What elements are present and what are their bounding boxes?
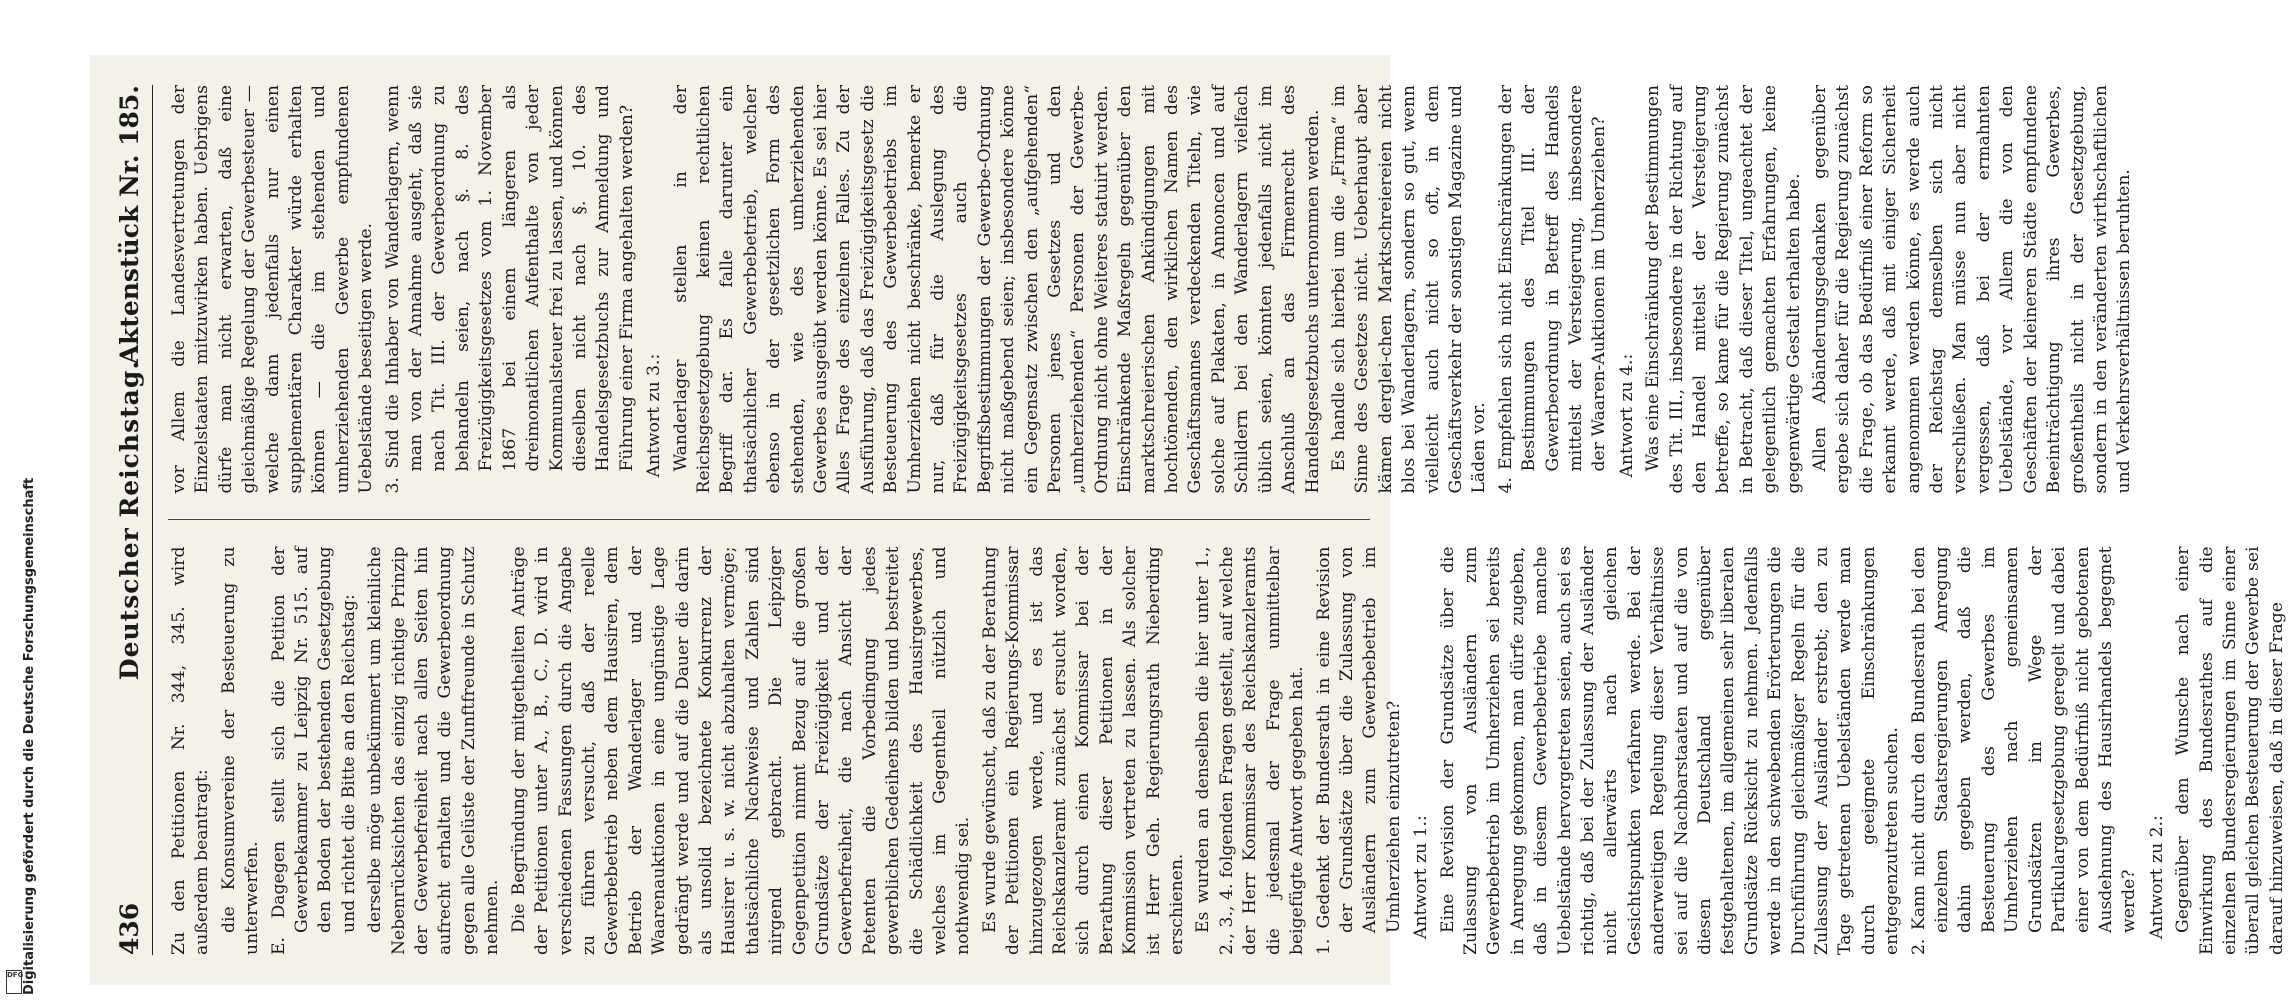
paragraph: Was eine Einschränkung der Bestimmungen des Tit. III., insbesondere in der Richtung auf den Handel mittelst der Versteigerung betreffe, so kame für die Regierung zunächst in Betracht, daß dieser Titel, ungeachtet der gelegentlich gemachten Erfahrungen, keine gegenwärtige Gestalt erhalten habe. (1643, 85, 1804, 494)
answer-heading: Antwort zu 2.: (2146, 815, 2167, 939)
text-columns (168, 85, 2287, 955)
answer-heading: Antwort zu 4.: (1616, 353, 1637, 478)
paragraph: Wanderlager stellen in der Reichsgesetzgebung keinen rechtlichen Begriff dar. Es falle darunter ein thatsächlicher Gewerbebetrieb, welcher ebenso in der gesetzlichen Form des stehenden, wie des umherziehenden Gewerbes ausgeübt werden könne. Es sei hier Alles Frage des einzelnen Falles. Zu der Ausführung, daß das Freizügigkeitsgesetz die Besteuerung des Gewerbebetriebs im Umherziehen nicht beschränke, bemerke er nur, daß für die Auslegung des Freizügigkeitsgesetzes auch die Begriffsbestimmungen der Gewerbe-Ordnung nicht maßgebend seien; insbesondere könne ein Gegensatz zwischen den „aufgehenden“ Personen jenes Gesetzes und den „umherziehenden“ Personen der Gewerbe-Ordnung nicht ohne Weiteres statuirt werden. Einschränkende Maßregeln gegenüber den marktschreierischen Ankündigungen mit hochtönenden, den wirklichen Namen des Geschäftsmannes verdeckenden Titeln, wie solche auf Plakaten, in Annoncen und auf Schildern bei den Wanderlagern vielfach üblich seien, könnten jedenfalls nicht im Anschluß an das Firmenrecht des Handelsgesetzbuchs unternommen werden. (670, 85, 1323, 494)
scanned-page (90, 55, 2287, 985)
paragraph: Es wurde gewünscht, daß zu der Berathung der Petitionen ein Regierungs-Kommissar hinzugezogen werde, und es ist das Reichskanzleramt zunächst ersucht worden, sich durch einen Kommissar bei der Berathung dieser Petitionen in der Kommission vertreten zu lassen. Als solcher ist Herr Geh. Regierungsrath Nieberding erschienen. (979, 546, 1188, 955)
paragraph: die Konsumvereine der Besteuerung zu unterwerfen. (218, 546, 263, 955)
paragraph: Es handle sich hierbei um die „Firma“ im Sinne des Gesetzes nicht. Ueberhaupt aber kämen derglei-chen Marktschreiereien nicht blos bei Wanderlagern, sondern so gut, wenn vielleicht auch nicht so oft, in dem Geschäftsverkehr der sonstigen Magazine und Läden vor. (1328, 85, 1490, 494)
right-column (168, 85, 2135, 494)
paragraph: Es wurden an denselben die hier unter 1., 2., 3., 4. folgenden Fragen gestellt, auf welche der Herr Kommissar des Reichskanzleramts die jedesmal der Frage unmittelbar beigefügte Antwort gegeben hat. (1193, 546, 1308, 955)
left-column (168, 546, 2287, 956)
running-title: Deutscher Reichstag. (115, 359, 144, 681)
footer-strip (0, 0, 36, 1000)
paragraph: vor Allem die Landesvertretungen der Einzelstaaten mitzuwirken haben. Uebrigens dürfe man nicht erwarten, daß eine gleichmäßige Regelung der Gewerbesteuer — welche dann jedenfalls nur einen supplementären Charakter würde erhalten können — die im stehenden und umherziehenden Gewerbe empfundenen Uebelstände beseitigen werde. (169, 85, 377, 494)
page-header (110, 85, 153, 955)
paragraph: Die Begründung der mitgetheilten Anträge der Petitionen unter A., B., C., D. wird in verschiedenen Fassungen durch die Angabe zu führen versucht, daß der reelle Gewerbebetrieb neben dem Hausiren, dem Betrieb der Wanderlager und der Waarenauktionen in eine ungünstige Lage gedrängt werde und auf die Dauer die darin als unsolid bezeichnete Konkurrenz der Hausirer u. s. w. nicht abzuhalten vermöge; thatsächliche Nachweise und Zahlen sind nirgend gebracht. Die Leipziger Gegenpetition nimmt Bezug auf die großen Grundsätze der Freizügigkeit und der Gewerbefreiheit, die nach Ansicht der Petenten die Vorbedingung jedes gewerblichen Gedeihens bilden und bestreitet die Schädlichkeit des Hausirgewerbes, welches im Gegentheil nützlich und nothwendig sei. (508, 546, 974, 955)
dfg-logo (6, 970, 22, 994)
paragraph: Allen Abänderungsgedanken gegenüber ergebe sich daher für die Regierung zunächst die Frage, ob das Bedürfniß einer Reform so erkannt werde, daß mit einiger Sicherheit angenommen werden könne, es werde auch der Reichstag demselben sich nicht verschließen. Man müsse nun aber nicht vergessen, daß bei der ermahnten Uebelstände, vor Allem die von den Geschäften der kleineren Städte empfundene Beeinträchtigung ihres Gewerbes, großentheils nicht in der Gesetzgebung, sondern in den veränderten wirthschaftlichen und Verkehrsverhältnissen beruhten. (1810, 85, 2135, 494)
answer-heading: Antwort zu 3.: (644, 353, 665, 478)
paragraph: Zu den Petitionen Nr. 344, 345. wird außerdem beantragt: (169, 546, 213, 955)
paragraph: Eine Revision der Grundsätze über die Zulassung von Ausländern zum Gewerbebetrieb im Umherziehen sei bereits in Anregung gekommen, man dürfe zugeben, daß in diesem Gewerbebetriebe manche Uebelstände hervorgetreten seien, auch sei es richtig, daß bei der Zulassung der Ausländer nicht allerwärts nach gleichen Gesichtspunkten verfahren werde. Bei der anderweitigen Regelung dieser Verhältnisse sei auf die Nachbarstaaten und auf die von diesen Deutschland gegenüber festgehaltenen, im allgemeinen sehr liberalen Grundsätze Rücksicht zu nehmen. Jedenfalls werde in den schwebenden Erörterungen die Durchführung gleichmäßiger Regeln für die Zulassung der Ausländer erstrebt; den zu Tage getretenen Uebelständen werde man durch geeignete Einschränkungen entgegenzutreten suchen. (1437, 546, 1903, 955)
document-number: Aktenstück Nr. 185. (115, 85, 144, 365)
dfg-logo-text: DFG (7, 971, 24, 979)
paragraph: E. Dagegen stellt sich die Petition der Gewerbekammer zu Leipzig Nr. 515. auf den Boden der bestehenden Gesetzgebung und richtet die Bitte an den Reichstag: (268, 546, 359, 955)
page-number: 436 (115, 902, 144, 955)
paragraph: 4. Empfehlen sich nicht Einschränkungen der Bestimmungen des Titel III. der Gewerbeordnung in Betreff des Handels mittelst der Versteigerung, insbesondere der Waaren-Auktionen im Umherziehen? (1495, 85, 1610, 494)
paragraph: Gegenüber dem Wunsche nach einer Einwirkung des Bundesrathes auf die einzelnen Bundesregierungen im Sinne einer überall gleichen Besteuerung der Gewerbe sei darauf hinzuweisen, daß in dieser Frage (2173, 546, 2287, 955)
paragraph: derselbe möge unbekümmert um kleinliche Nebenrücksichten das einzig richtige Prinzip der Gewerbefreiheit nach allen Seiten hin aufrecht erhalten und die Gewerbeordnung gegen alle Gelüste der Zunftfreunde in Schutz nehmen. (365, 546, 503, 955)
answer-heading: Antwort zu 1.: (1411, 815, 1432, 939)
digitization-note: Digitalisierung gefördert durch die Deutsche Forschungsgemeinschaft (22, 477, 37, 995)
paragraph: 1. Gedenkt der Bundesrath in eine Revision der Grundsätze über die Zulassung von Ausländern zum Gewerbebetrieb im Umherziehen einzutreten? (1313, 546, 1404, 955)
paragraph: 3. Sind die Inhaber von Wanderlagern, wenn man von der Annahme ausgeht, daß sie nach Tit. III. der Gewerbeordnung zu behandeln seien, nach §. 8. des Freizügigkeitsgesetzes vom 1. November 1867 bei einem längeren als dreimonatlichen Aufenthalte von jeder Kommunalsteuer frei zu lassen, und können dieselben nicht nach §. 10. des Handelsgesetzbuchs zur Anmeldung und Führung einer Firma angehalten werden? (382, 85, 637, 494)
paragraph: 2. Kann nicht durch den Bundesrath bei den einzelnen Staatsregierungen Anregung dahin gegeben werden, daß die Besteuerung des Gewerbes im Umherziehen nach gemeinsamen Grundsätzen im Wege der Partikulargesetzgebung geregelt und dabei einer von dem Bedürfniß nicht gebotenen Ausdehnung des Hausirhandels begegnet werde? (1908, 546, 2140, 955)
column-divider (168, 520, 1370, 521)
